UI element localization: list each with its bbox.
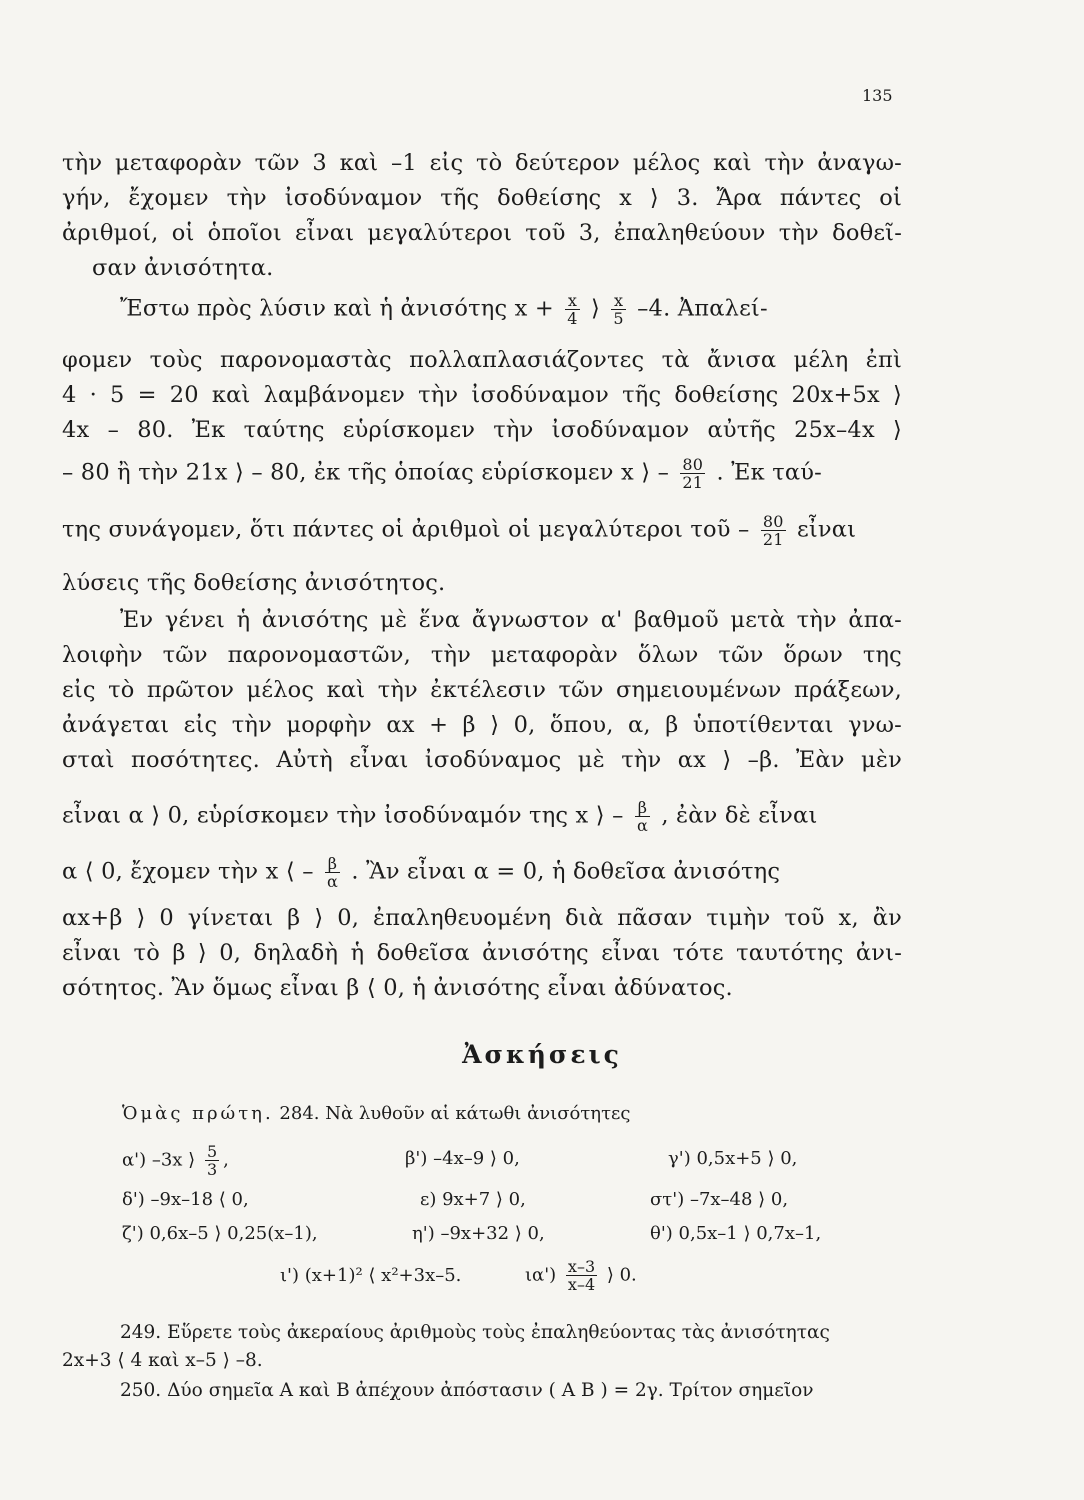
text-span: εἶναι xyxy=(796,516,857,543)
fraction xyxy=(565,292,579,327)
text-line: τὴν μεταφορὰν τῶν 3 καὶ –1 εἰς τὸ δεύτερον μέλος καὶ τὴν ἀναγω- xyxy=(62,150,902,176)
text-span: α ⟨ 0, ἔχομεν τὴν x ⟨ – xyxy=(62,858,314,885)
exercise-250: 250. Δύο σημεῖα Α καὶ Β ἀπέχουν ἀπόστασιν ( Α Β ) = 2γ. Τρίτον σημεῖον xyxy=(120,1380,814,1401)
fraction xyxy=(635,799,650,834)
fraction xyxy=(680,456,705,491)
denominator: x–4 xyxy=(567,1275,596,1294)
text-line xyxy=(62,513,902,548)
text-line: λύσεις τῆς δοθείσης ἀνισότητος. xyxy=(62,570,446,596)
text-span: . Ἂν εἶναι α = 0, ἡ δοθεῖσα ἀνισότης xyxy=(351,858,781,885)
text-span: ⟩ xyxy=(591,295,600,322)
numerator: 80 xyxy=(682,455,704,474)
exercise-i: ι') (x+1)² ⟨ x²+3x–5. xyxy=(280,1265,462,1286)
exercise-e: ε) 9x+7 ⟩ 0, xyxy=(420,1189,526,1210)
text-line: σαν ἀνισότητα. xyxy=(92,255,274,281)
text-line xyxy=(62,855,902,890)
text-line: 4x – 80. Ἐκ ταύτης εὑρίσκομεν τὴν ἰσοδύναμον αὐτῆς 25x–4x ⟩ xyxy=(62,417,902,443)
text-span: ια') xyxy=(525,1264,557,1286)
numerator: x–3 xyxy=(567,1257,596,1276)
denominator: 21 xyxy=(682,473,704,492)
text-line: γήν, ἔχομεν τὴν ἰσοδύναμον τῆς δοθείσης x ⟩ 3. Ἄρα πάντες οἱ xyxy=(62,185,902,211)
exercise-g: γ') 0,5x+5 ⟩ 0, xyxy=(668,1148,798,1169)
numerator: 80 xyxy=(762,512,784,531)
text-line xyxy=(62,799,902,834)
text-line: εἶναι τὸ β ⟩ 0, δηλαδὴ ἡ δοθεῖσα ἀνισότης εἶναι τότε ταυτότης ἀνι- xyxy=(62,940,902,966)
fraction xyxy=(611,292,625,327)
text-line: λοιφὴν τῶν παρονομαστῶν, τὴν μεταφορὰν ὅλων τῶν ὅρων της xyxy=(62,642,902,668)
exercise-z: ζ') 0,6x–5 ⟩ 0,25(x–1), xyxy=(122,1223,318,1244)
exercise-th: θ') 0,5x–1 ⟩ 0,7x–1, xyxy=(650,1223,822,1244)
text-line: ἀριθμοί, οἱ ὁποῖοι εἶναι μεγαλύτεροι τοῦ 3, ἐπαληθεύουν τὴν δοθεῖ- xyxy=(62,220,902,246)
text-span: , ἐὰν δὲ εἶναι xyxy=(661,802,818,829)
denominator: α xyxy=(636,816,648,835)
text-span: α') –3x ⟩ xyxy=(122,1149,196,1171)
denominator: 21 xyxy=(762,530,784,549)
numerator: x xyxy=(567,291,578,310)
text-span: – 80 ἢ τὴν 21x ⟩ – 80, ἐκ τῆς ὁποίας εὑρίσκομεν x ⟩ – xyxy=(62,459,670,486)
exercise-st: στ') –7x–48 ⟩ 0, xyxy=(650,1189,789,1210)
fraction xyxy=(761,513,786,548)
fraction xyxy=(325,855,340,890)
exercise-a xyxy=(122,1143,229,1178)
denominator: 4 xyxy=(567,309,578,328)
denominator: α xyxy=(327,872,339,891)
text-line: αx+β ⟩ 0 γίνεται β ⟩ 0, ἐπαληθευομένη διὰ πᾶσαν τιμὴν τοῦ x, ἂν xyxy=(62,905,902,931)
text-span: –4. Ἀπαλεί- xyxy=(637,295,768,322)
exercise-h: η') –9x+32 ⟩ 0, xyxy=(412,1223,545,1244)
text-line: ἀνάγεται εἰς τὴν μορφὴν αx + β ⟩ 0, ὅπου, α, β ὑποτίθενται γνω- xyxy=(62,712,902,738)
text-span: ⟩ 0. xyxy=(606,1264,637,1286)
page-number: 135 xyxy=(862,86,893,105)
text-line: Ἐν γένει ἡ ἀνισότης μὲ ἕνα ἄγνωστον α' βαθμοῦ μετὰ τὴν ἀπα- xyxy=(120,607,902,633)
group-label: Ὁμὰς πρώτη. xyxy=(122,1103,274,1124)
text-line: 4 · 5 = 20 καὶ λαμβάνομεν τὴν ἰσοδύναμον τῆς δοθείσης 20x+5x ⟩ xyxy=(62,382,902,408)
fraction xyxy=(205,1143,219,1178)
text-span: , xyxy=(223,1149,229,1171)
text-span: Ἔστω πρὸς λύσιν καὶ ἡ ἀνισότης x + xyxy=(120,295,554,322)
numerator: 5 xyxy=(206,1142,218,1161)
text-span: εἶναι α ⟩ 0, εὑρίσκομεν τὴν ἰσοδύναμόν της x ⟩ – xyxy=(62,802,624,829)
denominator: 3 xyxy=(206,1160,218,1179)
text-line: φομεν τοὺς παρονομαστὰς πολλαπλασιάζοντες τὰ ἄνισα μέλη ἐπὶ xyxy=(62,347,902,373)
text-line: σότητος. Ἂν ὅμως εἶναι β ⟨ 0, ἡ ἀνισότης εἶναι ἀδύνατος. xyxy=(62,975,733,1001)
numerator: β xyxy=(327,854,338,873)
fraction xyxy=(566,1258,597,1293)
text-span: . Ἐκ ταύ- xyxy=(716,459,822,486)
exercise-d: δ') –9x–18 ⟨ 0, xyxy=(122,1189,249,1210)
exercise-b: β') –4x–9 ⟩ 0, xyxy=(405,1148,520,1169)
text-span: της συνάγομεν, ὅτι πάντες οἱ ἀριθμοὶ οἱ μεγαλύτεροι τοῦ – xyxy=(62,516,750,543)
text-line: εἰς τὸ πρῶτον μέλος καὶ τὴν ἐκτέλεσιν τῶν σημειουμένων πράξεων, xyxy=(62,677,902,703)
numerator: β xyxy=(637,798,648,817)
exercise-249-line1: 249. Εὕρετε τοὺς ἀκεραίους ἀριθμοὺς τοὺς ἐπαληθεύοντας τὰς ἀνισότητας xyxy=(120,1322,830,1343)
exercise-ia xyxy=(525,1258,637,1293)
text-line xyxy=(62,456,902,491)
denominator: 5 xyxy=(613,309,624,328)
exercise-intro xyxy=(122,1102,630,1126)
exercise-249-line2: 2x+3 ⟨ 4 καὶ x–5 ⟩ –8. xyxy=(62,1350,263,1371)
exercise-284: 284. Νὰ λυθοῦν αἱ κάτωθι ἀνισότητες xyxy=(279,1103,631,1124)
text-line: σταὶ ποσότητες. Αὐτὴ εἶναι ἰσοδύναμος μὲ τὴν αx ⟩ –β. Ἐὰν μὲν xyxy=(62,747,902,773)
section-heading: Ἀσκήσεις xyxy=(462,1040,622,1069)
numerator: x xyxy=(613,291,624,310)
text-line xyxy=(120,292,960,327)
